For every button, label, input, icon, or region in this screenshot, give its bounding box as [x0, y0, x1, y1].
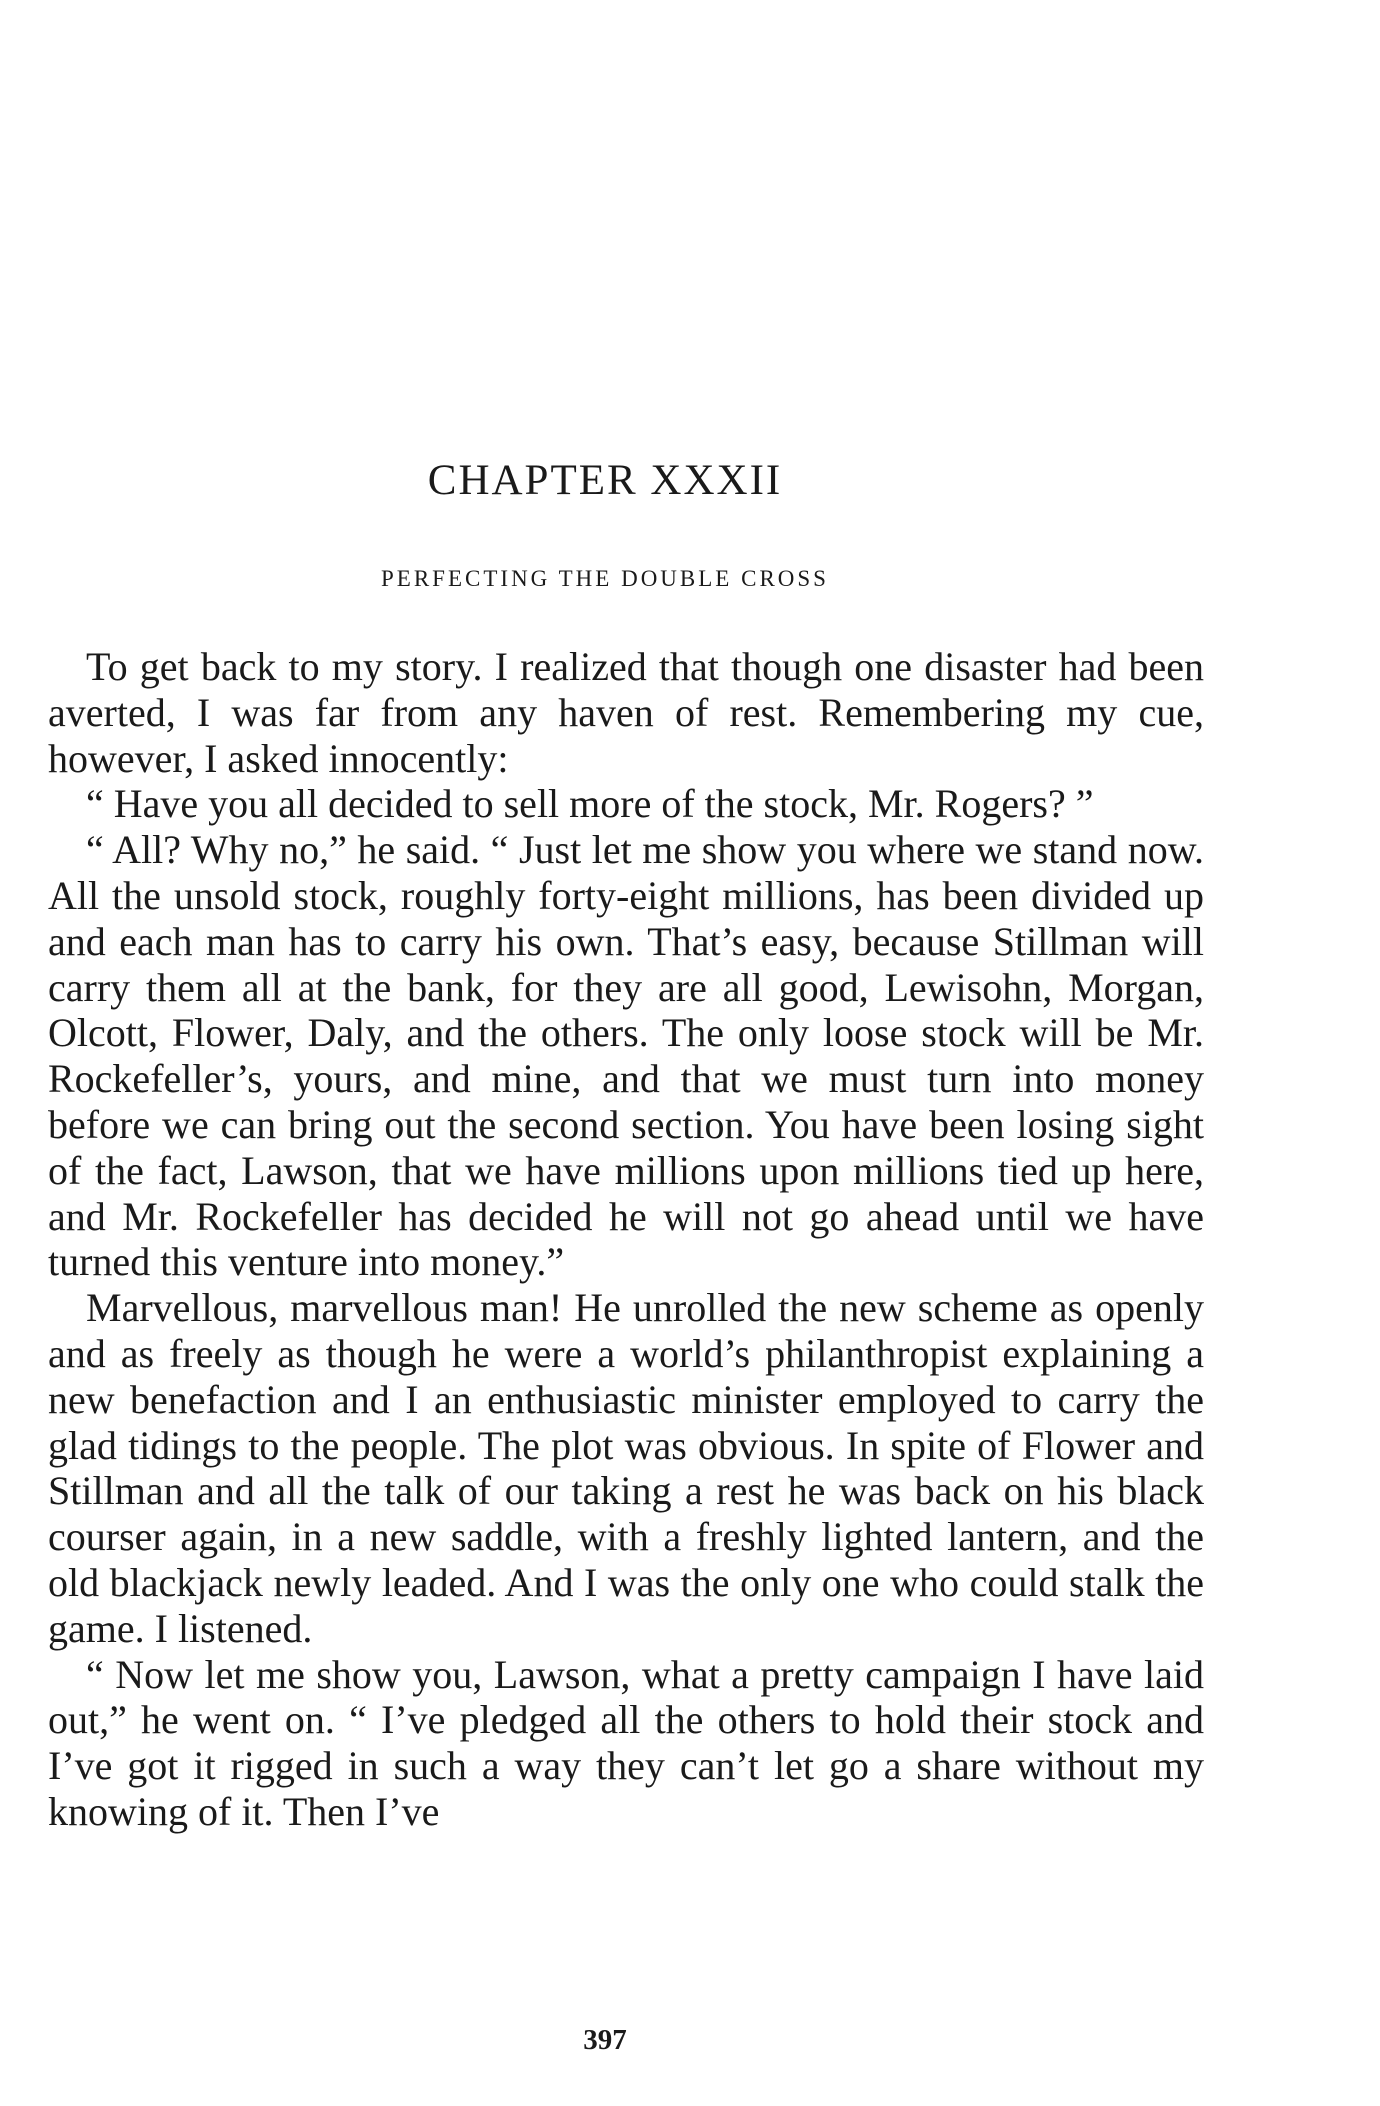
body-text — [48, 644, 1204, 1835]
page-number: 397 — [583, 2024, 627, 2056]
paragraph: Marvellous, marvellous man! He unrolled the new scheme as openly and as freely as though he were a world’s philanthropist explaining a new benefaction and I an enthusiastic minister employed to carry the glad tidings to the people. The plot was obvious. In spite of Flower and Stillman and all the talk of our taking a rest he was back on his black courser again, in a new saddle, with a freshly lighted lantern, and the old blackjack newly leaded. And I was the only one who could stalk the game. I listened. — [48, 1285, 1204, 1651]
paragraph: “ Now let me show you, Lawson, what a pretty campaign I have laid out,” he went on. “ I’ve pledged all the others to hold their stock and I’ve got it rigged in such a way they can’t let go a share without my knowing of it. Then I’ve — [48, 1651, 1204, 1834]
chapter-title: CHAPTER XXXII — [427, 457, 783, 504]
paragraph: “ Have you all decided to sell more of the stock, Mr. Rogers? ” — [86, 781, 1094, 827]
paragraph: “ All? Why no,” he said. “ Just let me show you where we stand now. All the unsold stock, roughly forty-eight millions, has been divided up and each man has to carry his own. That’s easy, because Stillman will carry them all at the bank, for they are all good, Lewisohn, Morgan, Olcott, Flower, Daly, and the others. The only loose stock will be Mr. Rockefeller’s, yours, and mine, and that we must turn into money before we can bring out the second section. You have been losing sight of the fact, Lawson, that we have millions upon millions tied up here, and Mr. Rockefeller has decided he will not go ahead until we have turned this venture into money.” — [48, 827, 1204, 1285]
chapter-subtitle: PERFECTING THE DOUBLE CROSS — [381, 566, 829, 591]
paragraph: To get back to my story. I realized that though one disaster had been averted, I was far from any haven of rest. Remembering my cue, however, I asked innocently: — [48, 644, 1204, 781]
